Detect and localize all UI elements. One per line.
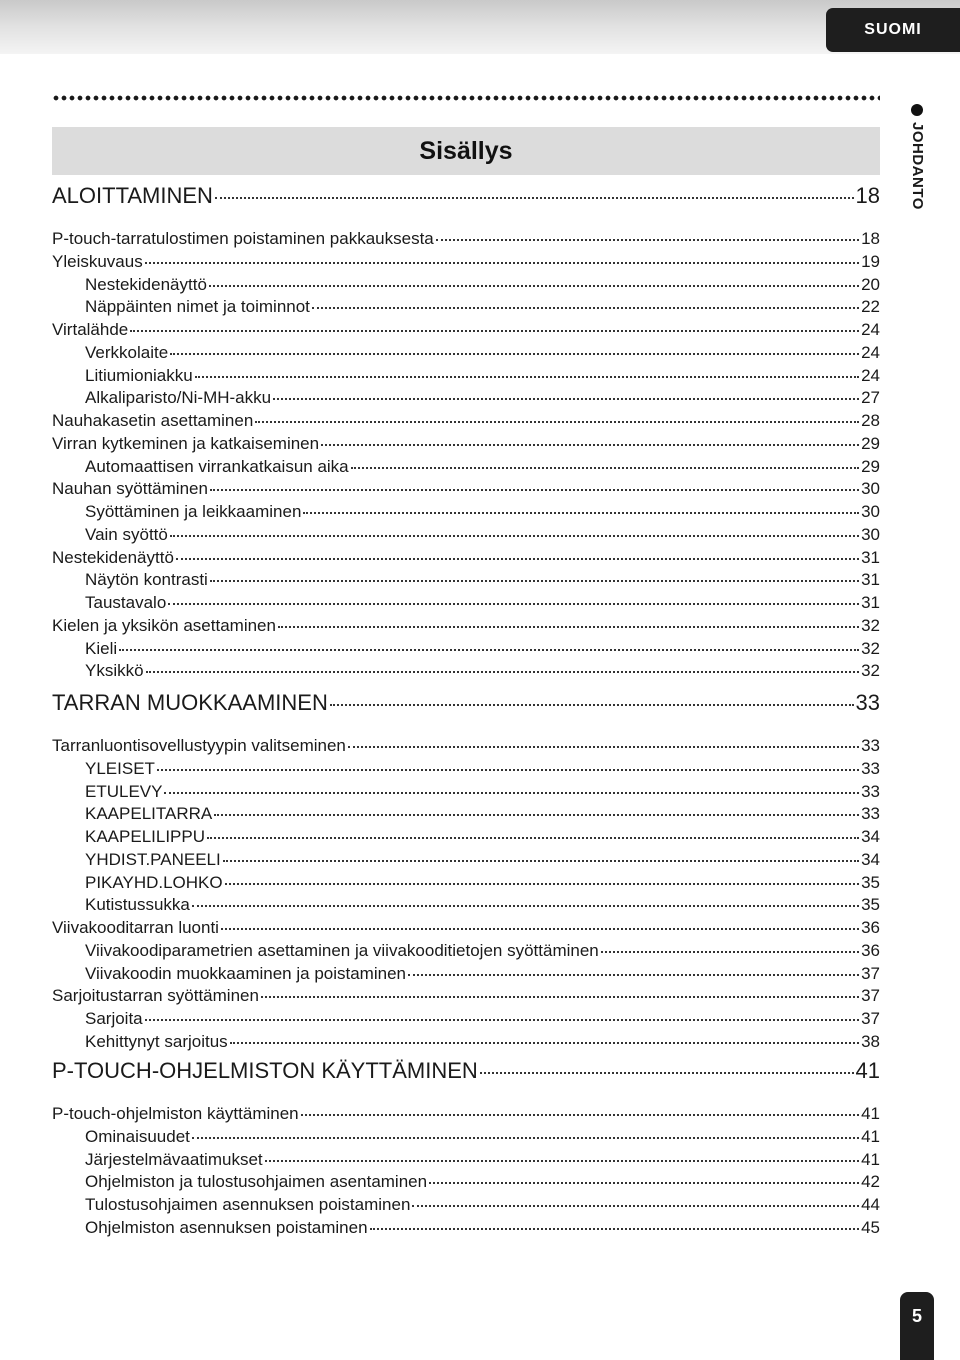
toc-leader-dots — [145, 262, 859, 264]
toc-entry[interactable] — [85, 568, 880, 592]
language-tab[interactable]: SUOMI — [826, 8, 960, 52]
toc-entry[interactable] — [52, 614, 880, 638]
toc-entry[interactable] — [85, 1030, 880, 1054]
page-number-tab — [900, 1292, 934, 1360]
toc-entry-label: P-touch-tarratulostimen poistaminen pakkauksesta — [52, 229, 434, 248]
toc-leader-dots — [480, 1072, 854, 1074]
toc-entry[interactable] — [85, 802, 880, 826]
toc-leader-dots — [170, 535, 859, 537]
toc-entry-label: Viivakooditarran luonti — [52, 918, 219, 937]
toc-entry-label: Kieli — [85, 638, 118, 658]
toc-leader-dots — [330, 704, 854, 706]
toc-entry-label: Tarranluontisovellustyypin valitseminen — [52, 736, 346, 755]
toc-entry[interactable] — [85, 591, 880, 615]
toc-entry-page: 37 — [861, 986, 880, 1006]
toc-leader-dots — [210, 489, 859, 491]
toc-leader-dots — [215, 197, 854, 199]
toc-entry[interactable] — [85, 848, 880, 872]
toc-section-heading[interactable] — [52, 1056, 880, 1086]
toc-entry[interactable] — [85, 1007, 880, 1031]
page-title-text: Sisällys — [419, 136, 513, 165]
toc-entry-label: Sarjoitustarran syöttäminen — [52, 986, 259, 1006]
toc-entry[interactable] — [85, 1148, 880, 1172]
toc-leader-dots — [370, 1228, 860, 1230]
toc-entry[interactable] — [52, 432, 880, 456]
toc-leader-dots — [145, 1019, 859, 1021]
toc-entry[interactable] — [52, 477, 880, 501]
toc-entry[interactable] — [85, 893, 880, 917]
toc-entry-label: TARRAN MUOKKAAMINEN — [52, 690, 328, 715]
toc-leader-dots — [348, 746, 859, 748]
toc-entry[interactable] — [85, 1216, 880, 1240]
toc-entry-page: 24 — [861, 365, 880, 385]
toc-leader-dots — [225, 883, 859, 885]
toc-leader-dots — [408, 974, 859, 976]
toc-entry-label: Näppäinten nimet ja toiminnot — [85, 297, 310, 317]
toc-leader-dots — [261, 996, 859, 998]
bullet-icon — [911, 104, 923, 116]
toc-entry-page: 32 — [861, 615, 880, 635]
toc-entry-page: 20 — [861, 274, 880, 294]
toc-entry-label: Syöttäminen ja leikkaaminen — [85, 502, 302, 521]
toc-entry-page: 24 — [861, 342, 880, 362]
toc-entry[interactable] — [52, 409, 880, 433]
toc-entry[interactable] — [85, 455, 880, 479]
toc-entry-page: 33 — [861, 781, 880, 801]
toc-leader-dots — [436, 239, 859, 241]
toc-entry-label: P-touch-ohjelmiston käyttäminen — [52, 1104, 299, 1123]
toc-entry-page: 38 — [861, 1031, 880, 1051]
header-band — [0, 0, 960, 54]
toc-entry-label: Virtalähde — [52, 320, 129, 339]
toc-entry-label: YLEISET — [85, 758, 155, 778]
toc-entry-label: PIKAYHD.LOHKO — [85, 872, 223, 892]
toc-entry-page: 35 — [861, 895, 880, 915]
toc-entry-page: 27 — [861, 388, 880, 408]
toc-entry-page: 34 — [861, 827, 880, 846]
toc-entry[interactable] — [52, 227, 880, 251]
toc-entry-label: Näytön kontrasti — [85, 570, 208, 590]
toc-entry-label: KAAPELITARRA — [85, 804, 213, 824]
toc-entry-label: Vain syöttö — [85, 524, 168, 544]
toc-entry[interactable] — [85, 825, 880, 849]
toc-entry[interactable] — [85, 962, 880, 986]
toc-entry[interactable] — [85, 659, 880, 683]
toc-entry-label: Virran kytkeminen ja katkaiseminen — [52, 433, 320, 453]
toc-entry[interactable] — [85, 500, 880, 524]
toc-leader-dots — [230, 1042, 859, 1044]
toc-section-heading[interactable] — [52, 688, 880, 718]
toc-entry-label: Nestekidenäyttö — [85, 274, 207, 294]
toc-entry[interactable] — [85, 780, 880, 804]
toc-entry[interactable] — [52, 1102, 880, 1126]
toc-entry[interactable] — [52, 984, 880, 1008]
toc-entry[interactable] — [85, 295, 880, 319]
toc-entry-label: Taustavalo — [85, 593, 167, 612]
page-number: 5 — [911, 1306, 922, 1326]
toc-entry[interactable] — [85, 637, 880, 661]
toc-entry-label: Verkkolaite — [85, 342, 169, 362]
toc-entry-page: 33 — [855, 690, 880, 715]
toc-leader-dots — [223, 860, 859, 862]
toc-entry-page: 45 — [861, 1217, 880, 1237]
toc-entry-page: 32 — [861, 661, 880, 681]
toc-leader-dots — [321, 444, 859, 446]
toc-leader-dots — [164, 792, 859, 794]
toc-leader-dots — [278, 626, 859, 628]
toc-leader-dots — [130, 330, 859, 332]
toc-section-heading[interactable] — [52, 181, 880, 211]
toc-leader-dots — [303, 512, 859, 514]
toc-entry-label: Nauhan syöttäminen — [52, 479, 208, 499]
toc-entry[interactable] — [85, 341, 880, 365]
toc-entry[interactable] — [52, 250, 880, 274]
toc-leader-dots — [601, 951, 859, 953]
toc-entry-label: Ohjelmiston ja tulostusohjaimen asentaminen — [85, 1172, 428, 1192]
toc-entry-label: Litiumioniakku — [85, 365, 193, 385]
toc-entry-page: 22 — [861, 297, 880, 317]
toc-entry[interactable] — [52, 916, 880, 940]
toc-entry-page: 32 — [861, 638, 880, 658]
toc-leader-dots — [176, 558, 859, 560]
toc-entry[interactable] — [85, 1125, 880, 1149]
toc-entry[interactable] — [52, 318, 880, 342]
toc-entry-page: 41 — [861, 1104, 880, 1123]
side-label-text: JOHDANTO — [909, 122, 926, 210]
toc-entry-label: ALOITTAMINEN — [52, 183, 213, 208]
toc-leader-dots — [195, 376, 859, 378]
toc-entry-page: 33 — [861, 758, 880, 778]
toc-entry-page: 44 — [861, 1195, 880, 1214]
toc-leader-dots — [255, 421, 859, 423]
toc-entry[interactable] — [52, 734, 880, 758]
toc-entry-page: 31 — [861, 570, 880, 590]
toc-entry[interactable] — [85, 757, 880, 781]
toc-entry-page: 28 — [861, 411, 880, 430]
toc-entry[interactable] — [85, 523, 880, 547]
toc-leader-dots — [119, 649, 859, 651]
toc-leader-dots — [192, 1137, 859, 1139]
toc-entry-page: 24 — [861, 320, 880, 339]
toc-leader-dots — [429, 1182, 859, 1184]
toc-leader-dots — [273, 398, 859, 400]
toc-entry-page: 36 — [861, 940, 880, 960]
toc-entry-label: Nestekidenäyttö — [52, 547, 174, 567]
toc-entry-label: Ohjelmiston asennuksen poistaminen — [85, 1217, 368, 1237]
toc-entry-label: Kielen ja yksikön asettaminen — [52, 615, 276, 635]
toc-entry-page: 42 — [861, 1172, 880, 1192]
toc-entry-page: 29 — [861, 433, 880, 453]
toc-entry-page: 30 — [861, 502, 880, 521]
toc-entry-page: 30 — [861, 479, 880, 499]
toc-entry-label: Alkaliparisto/Ni-MH-akku — [85, 388, 272, 408]
toc-entry-label: Kutistussukka — [85, 895, 190, 915]
toc-entry-page: 19 — [861, 251, 880, 271]
toc-entry[interactable] — [52, 546, 880, 570]
section-side-label — [905, 104, 929, 234]
toc-leader-dots — [351, 467, 859, 469]
toc-entry-label: Tulostusohjaimen asennuksen poistaminen — [85, 1195, 411, 1214]
dotted-divider — [52, 94, 880, 102]
toc-entry-label: Järjestelmävaatimukset — [85, 1149, 263, 1169]
toc-entry-label: YHDIST.PANEELI — [85, 849, 221, 869]
toc-leader-dots — [192, 905, 859, 907]
toc-entry-label: Nauhakasetin asettaminen — [52, 411, 254, 430]
toc-entry-label: Ominaisuudet — [85, 1126, 190, 1146]
toc-leader-dots — [221, 928, 859, 930]
toc-leader-dots — [168, 603, 859, 605]
toc-entry[interactable] — [85, 1170, 880, 1194]
toc-leader-dots — [301, 1114, 859, 1116]
toc-entry-page: 31 — [861, 547, 880, 567]
toc-entry-page: 31 — [861, 593, 880, 612]
toc-leader-dots — [312, 307, 859, 309]
toc-entry-page: 41 — [861, 1149, 880, 1169]
toc-entry-page: 36 — [861, 918, 880, 937]
page-title — [52, 127, 880, 175]
toc-entry-page: 33 — [861, 736, 880, 755]
toc-leader-dots — [214, 814, 859, 816]
toc-entry-label: Viivakoodiparametrien asettaminen ja viivakooditietojen syöttäminen — [85, 940, 599, 960]
toc-entry-page: 30 — [861, 524, 880, 544]
toc-leader-dots — [265, 1160, 859, 1162]
toc-entry-page: 41 — [861, 1126, 880, 1146]
toc-entry-label: Sarjoita — [85, 1009, 143, 1028]
toc-leader-dots — [412, 1205, 859, 1207]
toc-entry[interactable] — [85, 273, 880, 297]
toc-entry-label: Viivakoodin muokkaaminen ja poistaminen — [85, 963, 406, 983]
toc-entry-page: 18 — [861, 229, 880, 248]
toc-leader-dots — [146, 671, 860, 673]
toc-entry-page: 35 — [861, 872, 880, 892]
toc-leader-dots — [207, 837, 859, 839]
toc-entry-label: ETULEVY — [85, 781, 163, 801]
toc-entry-label: Yksikkö — [85, 661, 144, 681]
toc-leader-dots — [209, 285, 859, 287]
toc-entry[interactable] — [85, 871, 880, 895]
toc-entry[interactable] — [85, 386, 880, 410]
toc-entry-page: 18 — [855, 183, 880, 208]
toc-entry[interactable] — [85, 1193, 880, 1217]
toc-entry-label: Automaattisen virrankatkaisun aika — [85, 456, 349, 476]
toc-entry-label: Kehittynyt sarjoitus — [85, 1031, 228, 1051]
toc-entry-label: KAAPELILIPPU — [85, 827, 206, 846]
toc-leader-dots — [210, 580, 859, 582]
toc-leader-dots — [170, 353, 859, 355]
toc-entry-page: 37 — [861, 1009, 880, 1028]
toc-entry-label: Yleiskuvaus — [52, 251, 143, 271]
toc-leader-dots — [157, 769, 859, 771]
toc-entry-page: 37 — [861, 963, 880, 983]
toc-entry-page: 34 — [861, 849, 880, 869]
toc-entry-label: P-TOUCH-OHJELMISTON KÄYTTÄMINEN — [52, 1058, 478, 1083]
toc-entry-page: 41 — [855, 1058, 880, 1083]
toc-entry-page: 33 — [861, 804, 880, 824]
toc-entry[interactable] — [85, 939, 880, 963]
toc-entry[interactable] — [85, 364, 880, 388]
toc-entry-page: 29 — [861, 456, 880, 476]
